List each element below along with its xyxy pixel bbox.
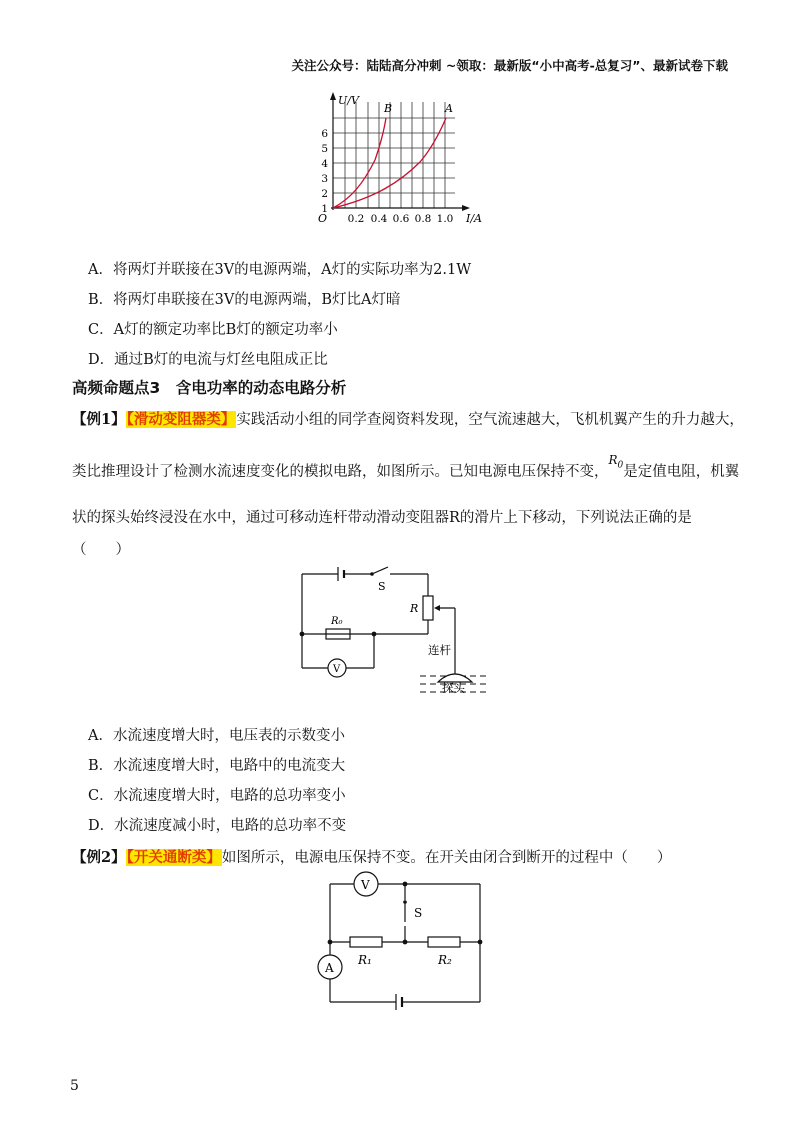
y-tick: 5 <box>321 143 328 155</box>
q1-option-b: B．将两灯串联接在3V的电源两端，B灯比A灯暗 <box>88 292 401 308</box>
example2-line <box>72 846 671 867</box>
example2-tag: 【开关通断类】 <box>126 849 221 866</box>
r2-label: R₂ <box>438 953 452 967</box>
x-axis-label: I/A <box>466 212 482 225</box>
q1-option-c: C．A灯的额定功率比B灯的额定功率小 <box>88 322 338 338</box>
section-title: 高频命题点3 含电功率的动态电路分析 <box>72 379 347 397</box>
ex1-option-b: B．水流速度增大时，电路中的电流变大 <box>88 758 346 774</box>
example1-tag: 【滑动变阻器类】 <box>126 411 236 428</box>
y-tick: 6 <box>321 128 328 140</box>
example1-line1 <box>72 408 744 429</box>
x-tick: 0.8 <box>414 213 432 225</box>
curve-a-label: A <box>445 102 453 115</box>
circuit-diagram-2 <box>310 868 500 1018</box>
r0-symbol: R0 <box>608 453 624 471</box>
curve-b-label: B <box>384 102 393 115</box>
example1-line4: （ ） <box>72 542 130 558</box>
voltmeter-label: V <box>333 664 341 675</box>
x-tick: 1.0 <box>436 213 454 225</box>
voltmeter2-label: V <box>361 878 370 892</box>
q1-option-a: A．将两灯并联接在3V的电源两端，A灯的实际功率为2.1W <box>88 262 472 278</box>
y-tick: 1 <box>321 203 328 215</box>
example1-text-1: 实践活动小组的同学查阅资料发现，空气流速越大，飞机机翼产生的升力越大， <box>236 412 744 428</box>
example2-text: 如图所示，电源电压保持不变。在开关由闭合到断开的过程中（ ） <box>221 850 672 866</box>
example2-label: 【例2】 <box>72 849 126 866</box>
example1-line3: 状的探头始终浸没在水中，通过可移动连杆带动滑动变阻器R的滑片上下移动，下列说法正确的是 <box>72 510 692 526</box>
example1-line2: 类比推理设计了检测水流速度变化的模拟电路，如图所示。已知电源电压保持不变，$^{R_0}$是定值电阻，机翼 <box>72 453 740 480</box>
x-tick: 0.4 <box>370 213 388 225</box>
page-number: 5 <box>70 1078 79 1094</box>
ammeter-label: A <box>325 961 334 975</box>
y-tick: 2 <box>321 188 328 200</box>
ex1-option-d: D．水流速度减小时，电路的总功率不变 <box>88 818 347 834</box>
circuit-diagram-1 <box>290 558 510 708</box>
r0-label: R₀ <box>331 616 343 627</box>
switch2-label: S <box>414 906 423 920</box>
r1-label: R₁ <box>358 953 372 967</box>
y-tick: 3 <box>321 173 328 185</box>
switch-label: S <box>378 580 386 593</box>
ex1-option-c: C．水流速度增大时，电路的总功率变小 <box>88 788 346 804</box>
page-header: 关注公众号：陆陆高分冲刺 ~领取：最新版“小中高考-总复习”、最新试卷下载 <box>291 58 728 73</box>
x-tick: 0.6 <box>392 213 410 225</box>
origin-label: O <box>318 212 328 225</box>
y-axis-label: U/V <box>338 94 359 107</box>
probe-label: 探头 <box>442 681 465 695</box>
y-tick: 4 <box>321 158 328 170</box>
ui-graph <box>300 90 490 230</box>
x-tick: 0.2 <box>347 213 365 225</box>
rod-label: 连杆 <box>428 643 451 657</box>
ex1-option-a: A．水流速度增大时，电压表的示数变小 <box>88 728 345 744</box>
q1-option-d: D．通过B灯的电流与灯丝电阻成正比 <box>88 352 328 368</box>
rheostat-label: R <box>410 602 419 615</box>
example1-label: 【例1】 <box>72 411 126 428</box>
